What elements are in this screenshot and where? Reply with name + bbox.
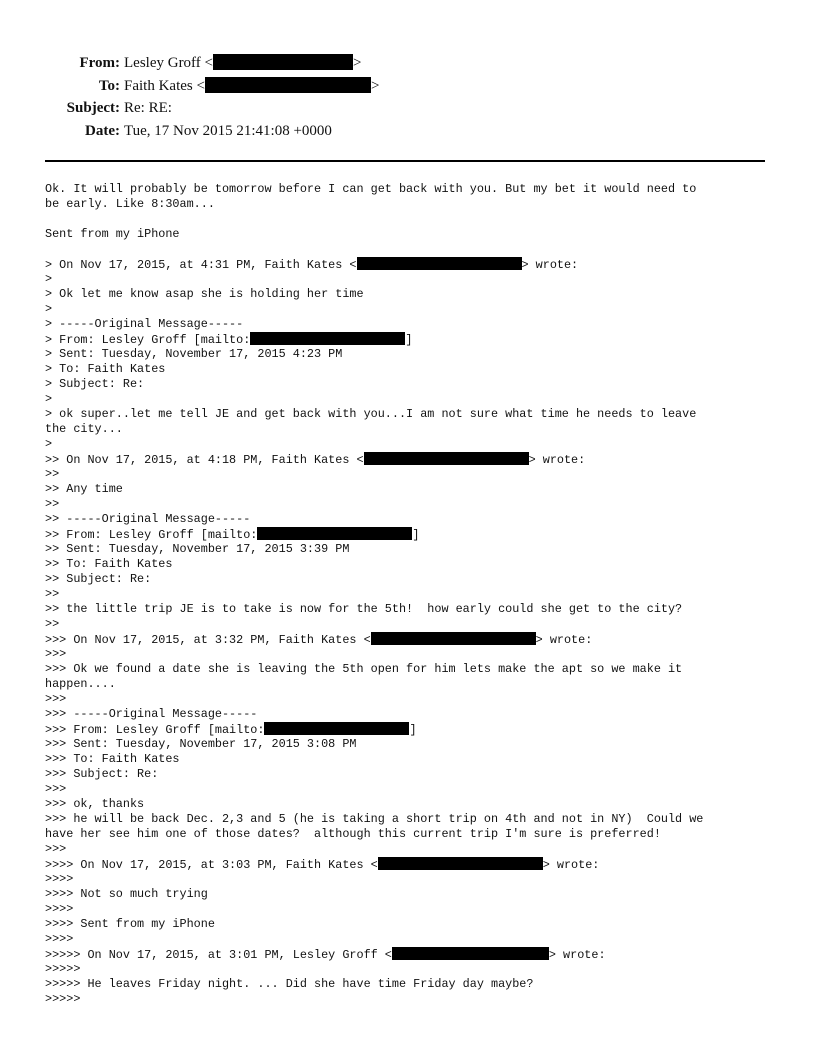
header-divider xyxy=(45,160,765,162)
body-line: >> Sent: Tuesday, November 17, 2015 3:39 PM xyxy=(45,542,350,556)
line-text: >>>> On Nov 17, 2015, at 3:03 PM, Faith Kates < xyxy=(45,858,378,872)
body-line xyxy=(45,452,775,467)
subject-value: Re: RE: xyxy=(124,100,172,117)
line-text: ] xyxy=(405,333,413,347)
redaction-bar xyxy=(392,947,549,960)
body-line: >>>> xyxy=(45,902,74,916)
line-text: >>> On Nov 17, 2015, at 3:32 PM, Faith Kates < xyxy=(45,633,371,647)
from-row xyxy=(0,52,816,75)
body-line: > ok super..let me tell JE and get back with you...I am not sure what time he needs to leave xyxy=(45,407,697,421)
line-text: >>> From: Lesley Groff [mailto: xyxy=(45,723,265,737)
to-value: Faith Kates < xyxy=(124,77,205,94)
body-line: >>> he will be back Dec. 2,3 and 5 (he is taking a short trip on 4th and not in NY) Could we xyxy=(45,812,704,826)
line-text: ] xyxy=(409,723,417,737)
redaction-bar xyxy=(213,54,353,70)
redaction-bar xyxy=(250,332,405,345)
subject-label: Subject: xyxy=(66,100,120,117)
body-line: >>>> Not so much trying xyxy=(45,887,208,901)
body-line: >> To: Faith Kates xyxy=(45,557,173,571)
body-line: >>>>> xyxy=(45,962,81,976)
line-text: > wrote: xyxy=(528,453,586,467)
body-line: >>>> xyxy=(45,932,74,946)
redaction-bar xyxy=(378,857,543,870)
line-text: ] xyxy=(412,528,420,542)
body-line: > Sent: Tuesday, November 17, 2015 4:23 PM xyxy=(45,347,343,361)
body-line xyxy=(45,332,775,347)
body-line: >> xyxy=(45,467,60,481)
body-line: >>> Subject: Re: xyxy=(45,767,159,781)
line-text: >> From: Lesley Groff [mailto: xyxy=(45,528,258,542)
redaction-bar xyxy=(371,632,536,645)
body-line: >> -----Original Message----- xyxy=(45,512,251,526)
line-text: > From: Lesley Groff [mailto: xyxy=(45,333,251,347)
to-row xyxy=(0,75,816,98)
body-line: happen.... xyxy=(45,677,116,691)
redaction-bar xyxy=(364,452,529,465)
body-line: >> Any time xyxy=(45,482,123,496)
body-line: >> xyxy=(45,497,60,511)
redaction-bar xyxy=(205,77,371,93)
body-line: > To: Faith Kates xyxy=(45,362,166,376)
body-line: > xyxy=(45,302,53,316)
body-line: >>> xyxy=(45,692,67,706)
line-text: > On Nov 17, 2015, at 4:31 PM, Faith Kates < xyxy=(45,258,357,272)
body-line xyxy=(45,632,775,647)
body-line xyxy=(45,527,775,542)
body-line xyxy=(45,857,775,872)
body-line: >>>>> He leaves Friday night. ... Did she have time Friday day maybe? xyxy=(45,977,534,991)
body-line xyxy=(45,257,775,272)
date-row xyxy=(0,120,816,143)
body-line: >>> xyxy=(45,842,67,856)
body-line: >>> Ok we found a date she is leaving the 5th open for him lets make the apt so we make it xyxy=(45,662,683,676)
from-bracket: > xyxy=(353,55,362,71)
line-text: > wrote: xyxy=(535,633,593,647)
redaction-bar xyxy=(257,527,412,540)
email-header xyxy=(0,52,816,143)
body-line: > Ok let me know asap she is holding her time xyxy=(45,287,364,301)
body-line: >> the little trip JE is to take is now for the 5th! how early could she get to the city? xyxy=(45,602,683,616)
body-line: >>> xyxy=(45,782,67,796)
body-line: > -----Original Message----- xyxy=(45,317,244,331)
body-line: >> Subject: Re: xyxy=(45,572,152,586)
body-line: >>> Sent: Tuesday, November 17, 2015 3:08 PM xyxy=(45,737,357,751)
body-line: >> xyxy=(45,617,60,631)
body-line: >>> To: Faith Kates xyxy=(45,752,180,766)
body-line: >>> -----Original Message----- xyxy=(45,707,258,721)
to-label: To: xyxy=(98,77,120,94)
body-line xyxy=(45,947,775,962)
body-line: > Subject: Re: xyxy=(45,377,145,391)
body-line: >>> ok, thanks xyxy=(45,797,145,811)
date-label: Date: xyxy=(85,123,120,140)
line-text: >> On Nov 17, 2015, at 4:18 PM, Faith Kates < xyxy=(45,453,364,467)
body-line: be early. Like 8:30am... xyxy=(45,197,215,211)
body-line: Ok. It will probably be tomorrow before I can get back with you. But my bet it would need to xyxy=(45,182,697,196)
date-value: Tue, 17 Nov 2015 21:41:08 +0000 xyxy=(124,123,332,140)
body-line xyxy=(45,722,775,737)
email-body xyxy=(45,182,775,1007)
body-line xyxy=(45,212,775,227)
body-line xyxy=(45,242,775,257)
redaction-bar xyxy=(357,257,522,270)
body-line: >>>>> xyxy=(45,992,81,1006)
body-line: >> xyxy=(45,587,60,601)
body-line: >>>> Sent from my iPhone xyxy=(45,917,215,931)
line-text: >>>>> On Nov 17, 2015, at 3:01 PM, Lesley Groff < xyxy=(45,948,392,962)
body-line: > xyxy=(45,392,53,406)
from-value: Lesley Groff < xyxy=(124,55,213,71)
line-text: > wrote: xyxy=(548,948,606,962)
body-line: > xyxy=(45,272,53,286)
body-line: the city... xyxy=(45,422,123,436)
from-label: From: xyxy=(79,55,120,71)
subject-row xyxy=(0,97,816,120)
to-bracket: > xyxy=(370,77,380,94)
redaction-bar xyxy=(264,722,409,735)
body-line: have her see him one of those dates? although this current trip I'm sure is preferred! xyxy=(45,827,661,841)
body-line: Sent from my iPhone xyxy=(45,227,180,241)
body-line: > xyxy=(45,437,53,451)
line-text: > wrote: xyxy=(542,858,600,872)
body-line: >>> xyxy=(45,647,67,661)
body-line: >>>> xyxy=(45,872,74,886)
line-text: > wrote: xyxy=(521,258,579,272)
